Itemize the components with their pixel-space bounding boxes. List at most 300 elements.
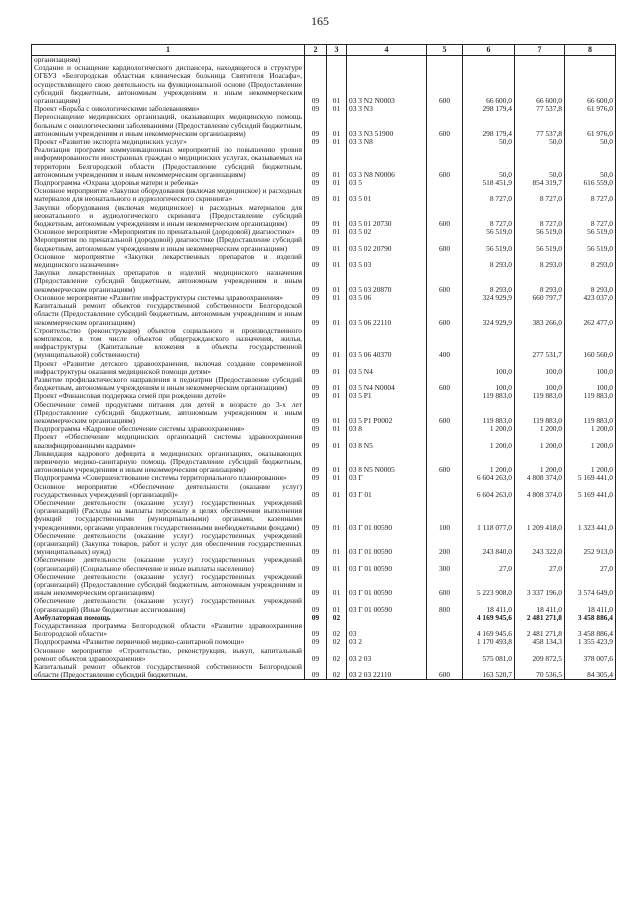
table-row	[32, 236, 616, 252]
amount-year3-cell: 1 323 441,0	[565, 499, 616, 532]
amount-year2-cell: 2 481 271,8	[515, 614, 565, 622]
subsection-code-cell: 01	[327, 105, 347, 113]
table-row	[32, 187, 616, 203]
amount-year2-cell: 1 209 418,0	[515, 499, 565, 532]
table-row	[32, 56, 616, 65]
row-name-cell: Обеспечение деятельности (оказание услуг) государственных учреждений (организаций) (Социальное обеспечение и иные выплаты населению)	[32, 556, 305, 572]
amount-year1-cell: 18 411,0	[463, 597, 515, 613]
amount-year3-cell: 66 600,0	[565, 64, 616, 105]
table-row	[32, 483, 616, 499]
row-name-cell: Закупки лекарственных препаратов и изделий медицинского назначения (Предоставление субсидий бюджетным, автономным учреждениям и иным некоммерческим организациям)	[32, 269, 305, 294]
row-name-cell: Закупки оборудования (включая медицинское) и расходных материалов для неонатального и аудиологического скрининга (Предоставление субсидий бюджетным, автономным учреждениям и иным некоммерческим организациям)	[32, 204, 305, 229]
row-name-cell: Основное мероприятие «Обеспечение деятельности (оказание услуг) государственных учреждений (организаций)»	[32, 483, 305, 499]
amount-year1-cell: 100,0	[463, 376, 515, 392]
expense-type-cell	[427, 638, 463, 646]
amount-year1-cell: 575 081,0	[463, 647, 515, 663]
amount-year3-cell: 61 976,0	[565, 113, 616, 138]
target-code-cell: 03 8 N5	[347, 433, 427, 449]
amount-year1-cell: 243 840,0	[463, 532, 515, 557]
table-row	[32, 327, 616, 360]
target-code-cell	[347, 56, 427, 65]
amount-year1-cell: 324 929,9	[463, 294, 515, 302]
subsection-code-cell: 01	[327, 450, 347, 475]
amount-year2-cell: 4 808 374,0	[515, 483, 565, 499]
subsection-code-cell: 01	[327, 253, 347, 269]
target-code-cell: 03 5 P1 P0002	[347, 401, 427, 426]
amount-year2-cell: 209 872,5	[515, 647, 565, 663]
expense-type-cell: 600	[427, 302, 463, 327]
amount-year2-cell: 383 266,0	[515, 302, 565, 327]
section-code-cell: 09	[305, 302, 327, 327]
section-code-cell	[305, 56, 327, 65]
amount-year3-cell: 160 560,0	[565, 327, 616, 360]
expense-type-cell: 200	[427, 532, 463, 557]
expense-type-cell: 600	[427, 573, 463, 598]
amount-year3-cell: 8 727,0	[565, 187, 616, 203]
budget-table	[31, 44, 616, 680]
amount-year3-cell: 119 883,0	[565, 401, 616, 426]
table-row	[32, 622, 616, 638]
row-name-cell: организациям)	[32, 56, 305, 65]
amount-year3-cell: 1 200,0	[565, 425, 616, 433]
amount-year3-cell: 5 169 441,0	[565, 483, 616, 499]
target-code-cell: 03 2 03	[347, 647, 427, 663]
table-row	[32, 392, 616, 400]
amount-year1-cell: 1 200,0	[463, 425, 515, 433]
row-name-cell: Реализация программ коммуникационных мероприятий по повышению уровня информированности иностранных граждан о медицинских услугах, оказываемых на территории Белгородской области (Предоставление субсидий бюджетным, автономным учреждениям и иным некоммерческим организациям)	[32, 146, 305, 179]
subsection-code-cell: 01	[327, 532, 347, 557]
subsection-code-cell: 01	[327, 269, 347, 294]
expense-type-cell	[427, 433, 463, 449]
subsection-code-cell: 01	[327, 360, 347, 376]
target-code-cell: 03 5 06 22110	[347, 302, 427, 327]
amount-year2-cell	[515, 56, 565, 65]
amount-year2-cell: 660 797,7	[515, 294, 565, 302]
amount-year2-cell: 3 337 196,0	[515, 573, 565, 598]
row-name-cell: Основное мероприятие «Мероприятия по пренатальной (дородовой) диагностике»	[32, 228, 305, 236]
target-code-cell: 03 5 03 20870	[347, 269, 427, 294]
target-code-cell: 03 Г 01 00590	[347, 499, 427, 532]
amount-year2-cell: 70 536,5	[515, 663, 565, 680]
target-code-cell	[347, 614, 427, 622]
table-row	[32, 597, 616, 613]
row-name-cell: Развитие профилактического направления в педиатрии (Предоставление субсидий бюджетным, автономным учреждениям и иным некоммерческим организациям)	[32, 376, 305, 392]
table-row	[32, 401, 616, 426]
target-code-cell: 03 5 06 40370	[347, 327, 427, 360]
amount-year1-cell: 8 727,0	[463, 204, 515, 229]
subsection-code-cell: 02	[327, 663, 347, 680]
table-row	[32, 376, 616, 392]
amount-year2-cell: 854 319,7	[515, 179, 565, 187]
amount-year1-cell: 6 604 263,0	[463, 474, 515, 482]
amount-year3-cell: 3 458 886,4	[565, 614, 616, 622]
amount-year2-cell: 18 411,0	[515, 597, 565, 613]
amount-year1-cell: 119 883,0	[463, 392, 515, 400]
section-code-cell: 09	[305, 450, 327, 475]
amount-year3-cell: 1 200,0	[565, 450, 616, 475]
row-name-cell: Обеспечение деятельности (оказание услуг) государственных учреждений (организаций) (Закупка товаров, работ и услуг для обеспечения государственных (муниципальных) нужд)	[32, 532, 305, 557]
subsection-code-cell: 01	[327, 236, 347, 252]
amount-year3-cell: 8 727,0	[565, 204, 616, 229]
table-row	[32, 294, 616, 302]
amount-year3-cell: 616 559,0	[565, 179, 616, 187]
amount-year3-cell: 8 293,0	[565, 269, 616, 294]
section-code-cell: 09	[305, 269, 327, 294]
section-code-cell: 09	[305, 113, 327, 138]
amount-year2-cell: 8 293,0	[515, 253, 565, 269]
table-row	[32, 269, 616, 294]
amount-year1-cell: 8 293,0	[463, 253, 515, 269]
amount-year3-cell: 8 293,0	[565, 253, 616, 269]
table-row	[32, 433, 616, 449]
subsection-code-cell: 01	[327, 392, 347, 400]
amount-year3-cell: 262 477,0	[565, 302, 616, 327]
column-header: 8	[565, 45, 616, 56]
budget-table-container	[31, 44, 615, 680]
amount-year2-cell: 8 727,0	[515, 187, 565, 203]
row-name-cell: Основное мероприятие «Закупки лекарственных препаратов и изделий медицинского назначения»	[32, 253, 305, 269]
subsection-code-cell: 02	[327, 622, 347, 638]
amount-year2-cell: 27,0	[515, 556, 565, 572]
subsection-code-cell: 01	[327, 499, 347, 532]
subsection-code-cell: 01	[327, 146, 347, 179]
row-name-cell: Капитальный ремонт объектов государственной собственности Белгородской области (Предоставление субсидий бюджетным,	[32, 663, 305, 680]
row-name-cell: Государственная программа Белгородской области «Развитие здравоохранения Белгородской области»	[32, 622, 305, 638]
expense-type-cell: 600	[427, 204, 463, 229]
target-code-cell: 03 8	[347, 425, 427, 433]
subsection-code-cell: 02	[327, 614, 347, 622]
amount-year2-cell: 1 200,0	[515, 433, 565, 449]
column-header: 7	[515, 45, 565, 56]
row-name-cell: Проект «Развитие детского здравоохранения, включая создание современной инфраструктуры оказания медицинской помощи детям»	[32, 360, 305, 376]
section-code-cell: 09	[305, 425, 327, 433]
target-code-cell: 03 5 01 20730	[347, 204, 427, 229]
target-code-cell: 03 5	[347, 179, 427, 187]
row-name-cell: Обеспечение деятельности (оказание услуг) государственных учреждений (организаций) (Предоставление субсидий бюджетным, автономным учреждениям и иным некоммерческим организациям)	[32, 573, 305, 598]
amount-year3-cell: 119 883,0	[565, 392, 616, 400]
amount-year2-cell: 8 727,0	[515, 204, 565, 229]
table-row	[32, 228, 616, 236]
amount-year1-cell: 119 883,0	[463, 401, 515, 426]
table-row	[32, 474, 616, 482]
target-code-cell: 03 8 N5 N0005	[347, 450, 427, 475]
row-name-cell: Проект «Развитие экспорта медицинских услуг»	[32, 138, 305, 146]
subsection-code-cell: 01	[327, 228, 347, 236]
section-code-cell: 09	[305, 622, 327, 638]
subsection-code-cell: 01	[327, 64, 347, 105]
expense-type-cell	[427, 105, 463, 113]
amount-year1-cell: 324 929,9	[463, 302, 515, 327]
amount-year1-cell: 1 200,0	[463, 433, 515, 449]
amount-year1-cell: 56 519,0	[463, 228, 515, 236]
table-row	[32, 105, 616, 113]
amount-year1-cell: 4 169 945,6	[463, 614, 515, 622]
subsection-code-cell: 01	[327, 401, 347, 426]
expense-type-cell	[427, 622, 463, 638]
row-name-cell: Основное мероприятие «Развитие инфраструктуры системы здравоохранения»	[32, 294, 305, 302]
amount-year1-cell: 50,0	[463, 138, 515, 146]
section-code-cell: 09	[305, 392, 327, 400]
row-name-cell: Амбулаторная помощь	[32, 614, 305, 622]
expense-type-cell: 800	[427, 597, 463, 613]
section-code-cell: 09	[305, 105, 327, 113]
amount-year2-cell: 66 600,0	[515, 64, 565, 105]
subsection-code-cell: 01	[327, 179, 347, 187]
table-row	[32, 302, 616, 327]
amount-year2-cell: 1 200,0	[515, 450, 565, 475]
target-code-cell: 03 Г	[347, 474, 427, 482]
expense-type-cell	[427, 179, 463, 187]
section-code-cell: 09	[305, 532, 327, 557]
subsection-code-cell: 01	[327, 113, 347, 138]
amount-year2-cell: 56 519,0	[515, 228, 565, 236]
expense-type-cell	[427, 614, 463, 622]
subsection-code-cell: 01	[327, 327, 347, 360]
amount-year3-cell: 252 913,0	[565, 532, 616, 557]
target-code-cell: 03 Г 01 00590	[347, 573, 427, 598]
amount-year1-cell: 5 223 908,0	[463, 573, 515, 598]
table-row	[32, 556, 616, 572]
expense-type-cell	[427, 253, 463, 269]
target-code-cell: 03 2	[347, 638, 427, 646]
subsection-code-cell	[327, 56, 347, 65]
section-code-cell: 09	[305, 433, 327, 449]
amount-year3-cell: 423 037,0	[565, 294, 616, 302]
amount-year3-cell	[565, 56, 616, 65]
row-name-cell: Мероприятия по пренатальной (дородовой) диагностике (Предоставление субсидий бюджетным, автономным учреждениям и иным некоммерческим организациям)	[32, 236, 305, 252]
amount-year3-cell: 1 200,0	[565, 433, 616, 449]
expense-type-cell: 600	[427, 269, 463, 294]
amount-year2-cell: 119 883,0	[515, 401, 565, 426]
amount-year1-cell: 56 519,0	[463, 236, 515, 252]
expense-type-cell	[427, 483, 463, 499]
amount-year1-cell: 298 179,4	[463, 105, 515, 113]
subsection-code-cell: 01	[327, 294, 347, 302]
expense-type-cell: 100	[427, 499, 463, 532]
expense-type-cell: 600	[427, 663, 463, 680]
target-code-cell: 03 3 N3	[347, 105, 427, 113]
table-row	[32, 647, 616, 663]
expense-type-cell	[427, 647, 463, 663]
target-code-cell: 03 3 N8 N0006	[347, 146, 427, 179]
expense-type-cell: 600	[427, 450, 463, 475]
row-name-cell: Основное мероприятие «Строительство, реконструкция, выкуп, капитальный ремонт объектов здравоохранения»	[32, 647, 305, 663]
amount-year3-cell: 84 305,4	[565, 663, 616, 680]
section-code-cell: 09	[305, 228, 327, 236]
target-code-cell: 03 2 03 22110	[347, 663, 427, 680]
target-code-cell: 03 5 N4	[347, 360, 427, 376]
subsection-code-cell: 01	[327, 556, 347, 572]
section-code-cell: 09	[305, 64, 327, 105]
target-code-cell: 03 3 N8	[347, 138, 427, 146]
expense-type-cell	[427, 474, 463, 482]
subsection-code-cell: 01	[327, 302, 347, 327]
section-code-cell: 09	[305, 236, 327, 252]
table-row	[32, 532, 616, 557]
table-row	[32, 138, 616, 146]
section-code-cell: 09	[305, 294, 327, 302]
section-code-cell: 09	[305, 204, 327, 229]
amount-year2-cell: 1 200,0	[515, 425, 565, 433]
section-code-cell: 09	[305, 327, 327, 360]
subsection-code-cell: 01	[327, 204, 347, 229]
amount-year1-cell: 8 293,0	[463, 269, 515, 294]
row-name-cell: Строительство (реконструкция) объектов социального и производственного комплексов, в том числе объектов общегражданского назначения, жилья, инфраструктуры (Капитальные вложения в объекты государственной (муниципальной) собственности)	[32, 327, 305, 360]
amount-year1-cell: 298 179,4	[463, 113, 515, 138]
amount-year3-cell: 50,0	[565, 138, 616, 146]
expense-type-cell	[427, 56, 463, 65]
section-code-cell: 09	[305, 614, 327, 622]
section-code-cell: 09	[305, 146, 327, 179]
amount-year3-cell: 18 411,0	[565, 597, 616, 613]
amount-year3-cell: 50,0	[565, 146, 616, 179]
amount-year2-cell: 56 519,0	[515, 236, 565, 252]
amount-year1-cell: 6 604 263,0	[463, 483, 515, 499]
amount-year3-cell: 378 007,6	[565, 647, 616, 663]
table-header	[32, 45, 616, 56]
amount-year2-cell: 4 808 374,0	[515, 474, 565, 482]
column-header: 2	[305, 45, 327, 56]
row-name-cell: Проект «Обеспечение медицинских организаций системы здравоохранения квалифицированными кадрами»	[32, 433, 305, 449]
row-name-cell: Ликвидация кадрового дефицита в медицинских организациях, оказывающих первичную медико-санитарную помощь (Предоставление субсидий бюджетным, автономным учреждениям и иным некоммерческим организациям)	[32, 450, 305, 475]
table-row	[32, 146, 616, 179]
section-code-cell: 09	[305, 474, 327, 482]
row-name-cell: Капитальный ремонт объектов государственной собственности Белгородской области (Предоставление субсидий бюджетным, автономным учреждениям и иным некоммерческим организациям)	[32, 302, 305, 327]
target-code-cell: 03 3 N3 51900	[347, 113, 427, 138]
amount-year3-cell: 56 519,0	[565, 228, 616, 236]
subsection-code-cell: 01	[327, 474, 347, 482]
section-code-cell: 09	[305, 138, 327, 146]
subsection-code-cell: 01	[327, 138, 347, 146]
expense-type-cell	[427, 425, 463, 433]
section-code-cell: 09	[305, 663, 327, 680]
expense-type-cell	[427, 138, 463, 146]
subsection-code-cell: 01	[327, 573, 347, 598]
amount-year2-cell: 2 481 271,8	[515, 622, 565, 638]
amount-year3-cell: 100,0	[565, 360, 616, 376]
row-name-cell: Проект «Борьба с онкологическими заболеваниями»	[32, 105, 305, 113]
target-code-cell: 03 Г 01 00590	[347, 597, 427, 613]
column-header: 3	[327, 45, 347, 56]
table-row	[32, 573, 616, 598]
subsection-code-cell: 02	[327, 647, 347, 663]
row-name-cell: Обеспечение деятельности (оказание услуг) государственных учреждений (организаций) (Расходы на выплаты персоналу в целях обеспечения выполнения функций государственными (муниципальными) органами, казенными учреждениями, органами управления государственными внебюджетными фондами)	[32, 499, 305, 532]
column-header: 4	[347, 45, 427, 56]
target-code-cell: 03 5 02 20790	[347, 236, 427, 252]
section-code-cell: 09	[305, 638, 327, 646]
amount-year1-cell: 4 169 945,6	[463, 622, 515, 638]
expense-type-cell	[427, 228, 463, 236]
section-code-cell: 09	[305, 597, 327, 613]
amount-year1-cell: 27,0	[463, 556, 515, 572]
column-header: 6	[463, 45, 515, 56]
amount-year2-cell: 77 537,8	[515, 113, 565, 138]
amount-year3-cell: 3 574 649,0	[565, 573, 616, 598]
subsection-code-cell: 01	[327, 483, 347, 499]
table-row	[32, 253, 616, 269]
section-code-cell: 09	[305, 376, 327, 392]
amount-year3-cell: 5 169 441,0	[565, 474, 616, 482]
amount-year3-cell: 27,0	[565, 556, 616, 572]
expense-type-cell	[427, 392, 463, 400]
section-code-cell: 09	[305, 187, 327, 203]
table-row	[32, 425, 616, 433]
table-row	[32, 499, 616, 532]
row-name-cell: Проект «Финансовая поддержка семей при рождении детей»	[32, 392, 305, 400]
section-code-cell: 09	[305, 360, 327, 376]
section-code-cell: 09	[305, 401, 327, 426]
target-code-cell: 03	[347, 622, 427, 638]
target-code-cell: 03 5 P1	[347, 392, 427, 400]
table-row	[32, 614, 616, 622]
expense-type-cell	[427, 187, 463, 203]
amount-year1-cell: 163 520,7	[463, 663, 515, 680]
expense-type-cell: 600	[427, 64, 463, 105]
expense-type-cell: 600	[427, 236, 463, 252]
amount-year1-cell	[463, 56, 515, 65]
target-code-cell: 03 Г 01 00590	[347, 532, 427, 557]
amount-year1-cell: 1 200,0	[463, 450, 515, 475]
target-code-cell: 03 5 02	[347, 228, 427, 236]
target-code-cell: 03 5 01	[347, 187, 427, 203]
column-header: 1	[32, 45, 305, 56]
table-row	[32, 113, 616, 138]
expense-type-cell: 600	[427, 376, 463, 392]
subsection-code-cell: 01	[327, 376, 347, 392]
amount-year2-cell: 277 531,7	[515, 327, 565, 360]
target-code-cell: 03 3 N2 N0003	[347, 64, 427, 105]
amount-year1-cell: 100,0	[463, 360, 515, 376]
row-name-cell: Основное мероприятие «Закупки оборудования (включая медицинское) и расходных материалов для неонатального и аудиологического скрининга»	[32, 187, 305, 203]
table-row	[32, 638, 616, 646]
table-body	[32, 56, 616, 680]
column-header: 5	[427, 45, 463, 56]
amount-year2-cell: 100,0	[515, 376, 565, 392]
amount-year2-cell: 50,0	[515, 138, 565, 146]
section-code-cell: 09	[305, 179, 327, 187]
section-code-cell: 09	[305, 573, 327, 598]
amount-year2-cell: 119 883,0	[515, 392, 565, 400]
amount-year2-cell: 458 134,3	[515, 638, 565, 646]
table-row	[32, 179, 616, 187]
row-name-cell: Подпрограмма «Совершенствование системы территориального планирования»	[32, 474, 305, 482]
table-row	[32, 450, 616, 475]
section-code-cell: 09	[305, 556, 327, 572]
section-code-cell: 09	[305, 647, 327, 663]
table-row	[32, 204, 616, 229]
expense-type-cell: 400	[427, 327, 463, 360]
amount-year1-cell: 518 451,9	[463, 179, 515, 187]
table-row	[32, 64, 616, 105]
section-code-cell: 09	[305, 499, 327, 532]
subsection-code-cell: 01	[327, 187, 347, 203]
amount-year2-cell: 100,0	[515, 360, 565, 376]
row-name-cell: Обеспечение деятельности (оказание услуг) государственных учреждений (организаций) (Иные бюджетные ассигнования)	[32, 597, 305, 613]
row-name-cell: Обеспечение семей продуктами питания для детей в возрасте до 3-х лет (Предоставление субсидий бюджетным, автономным учреждениям и иным некоммерческим организациям)	[32, 401, 305, 426]
table-row	[32, 360, 616, 376]
amount-year1-cell: 50,0	[463, 146, 515, 179]
amount-year3-cell: 61 976,0	[565, 105, 616, 113]
expense-type-cell: 600	[427, 401, 463, 426]
page-number: 165	[311, 14, 329, 28]
amount-year1-cell: 1 170 493,8	[463, 638, 515, 646]
row-name-cell: Подпрограмма «Охрана здоровья матери и ребенка»	[32, 179, 305, 187]
subsection-code-cell: 02	[327, 638, 347, 646]
section-code-cell: 09	[305, 253, 327, 269]
amount-year1-cell: 66 600,0	[463, 64, 515, 105]
table-row	[32, 663, 616, 680]
expense-type-cell	[427, 294, 463, 302]
